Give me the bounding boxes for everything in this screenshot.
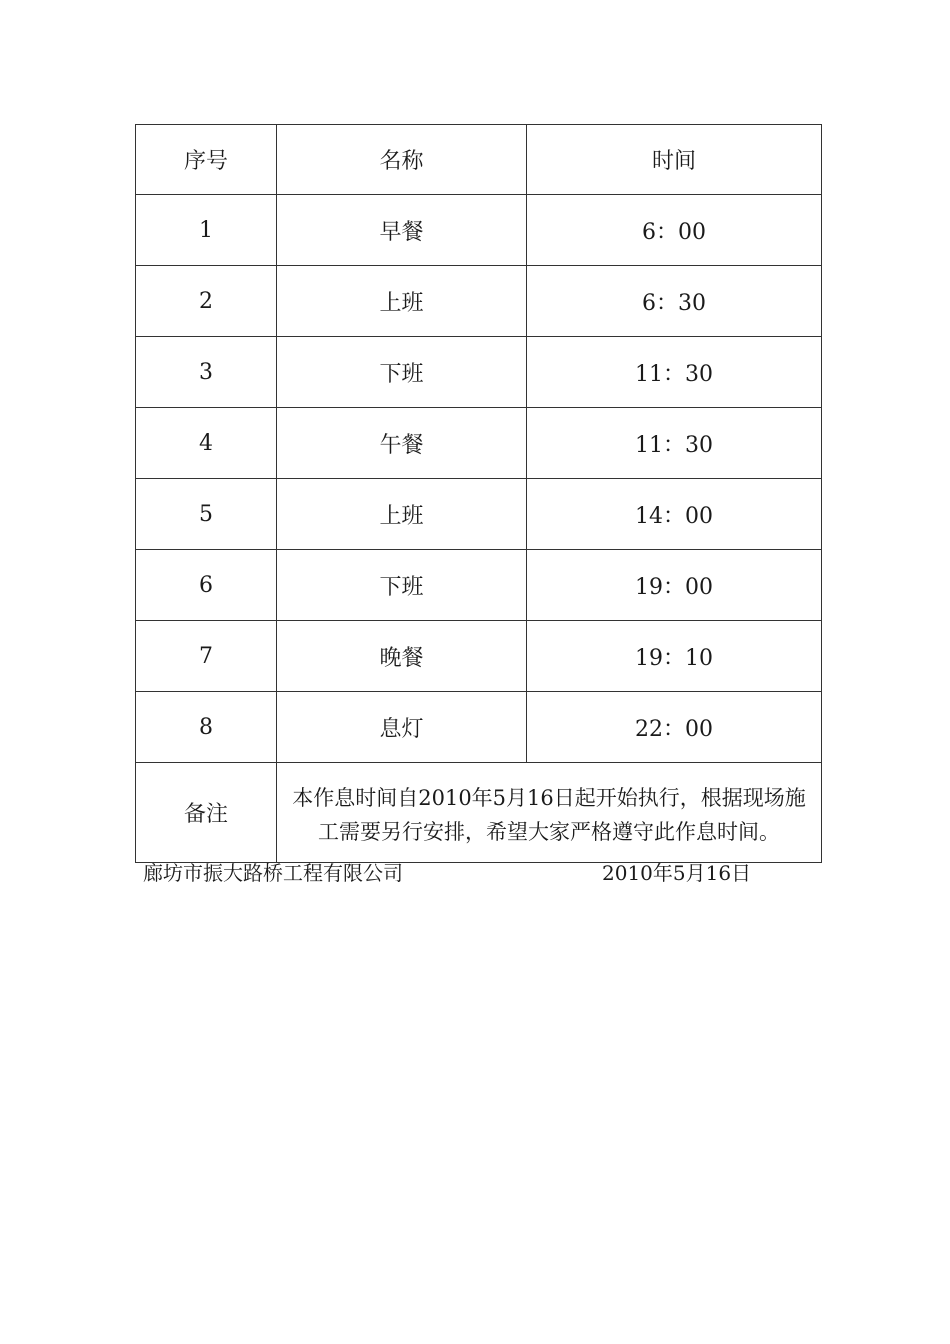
table-row	[136, 479, 822, 550]
schedule-table	[135, 124, 822, 863]
cell-time: 14：00	[527, 479, 822, 550]
cell-index: 3	[136, 337, 277, 408]
table-row	[136, 266, 822, 337]
cell-time: 22：00	[527, 692, 822, 763]
cell-time: 11：30	[527, 337, 822, 408]
header-index: 序号	[136, 125, 277, 195]
cell-index: 1	[136, 195, 277, 266]
cell-index: 5	[136, 479, 277, 550]
cell-name: 早餐	[277, 195, 527, 266]
cell-name: 下班	[277, 550, 527, 621]
footer-company: 廊坊市振大路桥工程有限公司	[143, 861, 403, 885]
remark-row	[136, 763, 822, 863]
cell-time: 11：30	[527, 408, 822, 479]
remark-text: 本作息时间自2010年5月16日起开始执行，根据现场施工需要另行安排，希望大家严格遵守此作息时间。	[292, 785, 806, 844]
table-header-row	[136, 125, 822, 195]
cell-time: 19：10	[527, 621, 822, 692]
cell-index: 8	[136, 692, 277, 763]
cell-index: 6	[136, 550, 277, 621]
table-row	[136, 337, 822, 408]
cell-index: 2	[136, 266, 277, 337]
cell-time: 19：00	[527, 550, 822, 621]
cell-name: 晚餐	[277, 621, 527, 692]
footer-date: 2010年5月16日	[602, 861, 752, 885]
header-name: 名称	[277, 125, 527, 195]
table-row	[136, 550, 822, 621]
cell-time: 6：30	[527, 266, 822, 337]
table-row	[136, 408, 822, 479]
cell-name: 下班	[277, 337, 527, 408]
cell-name: 午餐	[277, 408, 527, 479]
header-time: 时间	[527, 125, 822, 195]
table-row	[136, 621, 822, 692]
remark-cell	[277, 763, 822, 863]
cell-name: 息灯	[277, 692, 527, 763]
table-row	[136, 195, 822, 266]
cell-index: 7	[136, 621, 277, 692]
remark-label: 备注	[136, 763, 277, 863]
table-row	[136, 692, 822, 763]
cell-name: 上班	[277, 479, 527, 550]
cell-name: 上班	[277, 266, 527, 337]
cell-index: 4	[136, 408, 277, 479]
cell-time: 6：00	[527, 195, 822, 266]
